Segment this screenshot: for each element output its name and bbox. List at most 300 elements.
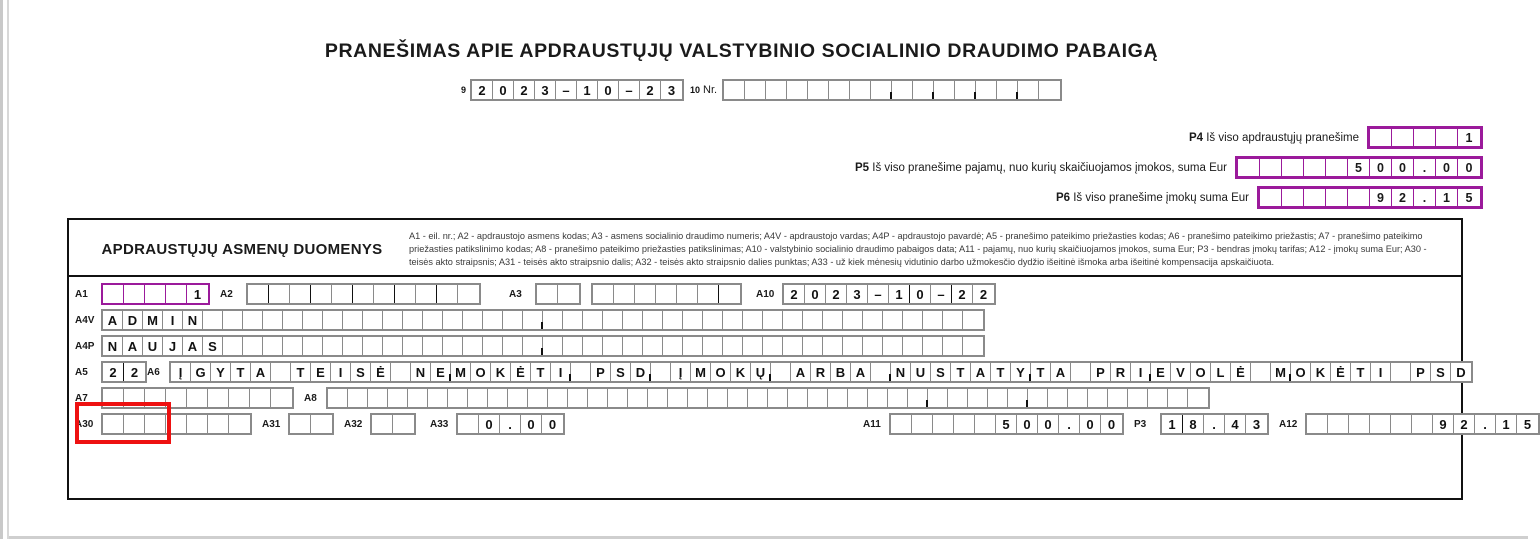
cell[interactable] — [388, 389, 408, 407]
cell[interactable] — [803, 311, 823, 329]
cell[interactable]: D — [123, 311, 143, 329]
field-a3-body[interactable] — [591, 283, 742, 305]
cell[interactable] — [803, 337, 823, 355]
cell[interactable] — [703, 311, 723, 329]
cell[interactable] — [623, 337, 643, 355]
cell[interactable]: T — [291, 363, 311, 381]
cell[interactable] — [1071, 363, 1091, 381]
cell[interactable] — [1128, 389, 1148, 407]
cell[interactable] — [943, 311, 963, 329]
cell[interactable]: M — [1271, 363, 1291, 381]
cell[interactable] — [668, 389, 688, 407]
cell[interactable]: O — [1291, 363, 1311, 381]
cell[interactable] — [1148, 389, 1168, 407]
cell[interactable]: – — [931, 285, 952, 303]
cell[interactable] — [343, 311, 363, 329]
cell[interactable] — [263, 337, 283, 355]
cell[interactable] — [403, 337, 423, 355]
cell[interactable] — [975, 415, 996, 433]
cell[interactable] — [677, 285, 698, 303]
cell[interactable] — [603, 337, 623, 355]
cell[interactable]: T — [231, 363, 251, 381]
cell[interactable]: – — [868, 285, 889, 303]
cell[interactable]: S — [1431, 363, 1451, 381]
cell[interactable]: T — [1351, 363, 1371, 381]
cell[interactable] — [250, 389, 271, 407]
cell[interactable] — [608, 389, 628, 407]
cell[interactable] — [1391, 415, 1412, 433]
cell[interactable] — [583, 337, 603, 355]
cell[interactable] — [423, 337, 443, 355]
cell[interactable] — [903, 311, 923, 329]
cell[interactable]: Ė — [1331, 363, 1351, 381]
cell[interactable] — [124, 285, 145, 303]
cell[interactable]: S — [203, 337, 223, 355]
cell[interactable]: Ų — [751, 363, 771, 381]
cell[interactable]: Ė — [371, 363, 391, 381]
cell[interactable]: 5 — [1465, 190, 1473, 205]
field-a8[interactable] — [326, 387, 1210, 409]
cell[interactable]: 9 — [1433, 415, 1454, 433]
cell[interactable] — [768, 389, 788, 407]
cell[interactable]: V — [1171, 363, 1191, 381]
cell[interactable] — [1260, 189, 1282, 206]
cell[interactable] — [483, 337, 503, 355]
cell[interactable] — [311, 285, 332, 303]
cell[interactable] — [290, 285, 311, 303]
cell[interactable] — [548, 389, 568, 407]
cell[interactable]: U — [911, 363, 931, 381]
cell[interactable]: S — [351, 363, 371, 381]
field-a30[interactable] — [101, 413, 252, 435]
cell[interactable]: A — [791, 363, 811, 381]
field-a12-contribution[interactable] — [1305, 413, 1540, 435]
cell[interactable] — [623, 311, 643, 329]
cell[interactable] — [724, 81, 745, 99]
cell[interactable] — [745, 81, 766, 99]
cell[interactable] — [283, 311, 303, 329]
cell[interactable] — [1328, 415, 1349, 433]
cell[interactable] — [563, 337, 583, 355]
cell[interactable]: 3 — [847, 285, 868, 303]
cell[interactable]: L — [1211, 363, 1231, 381]
summary-field-p5[interactable] — [1235, 156, 1483, 179]
summary-field-p4[interactable] — [1367, 126, 1483, 149]
cell[interactable]: T — [991, 363, 1011, 381]
cell[interactable]: J — [163, 337, 183, 355]
cell[interactable] — [643, 337, 663, 355]
cell[interactable] — [423, 311, 443, 329]
cell[interactable] — [783, 311, 803, 329]
cell[interactable] — [328, 389, 348, 407]
cell[interactable]: R — [1111, 363, 1131, 381]
cell[interactable] — [683, 337, 703, 355]
cell[interactable]: Ė — [1231, 363, 1251, 381]
cell[interactable] — [353, 285, 374, 303]
cell[interactable] — [368, 389, 388, 407]
cell[interactable]: . — [1414, 159, 1436, 176]
cell[interactable] — [823, 311, 843, 329]
cell[interactable] — [1326, 189, 1348, 206]
cell[interactable] — [1436, 129, 1458, 146]
cell[interactable]: D — [1456, 364, 1466, 380]
cell[interactable]: 1 — [193, 286, 202, 302]
cell[interactable]: T — [531, 363, 551, 381]
cell[interactable] — [248, 285, 269, 303]
cell[interactable]: T — [1031, 363, 1051, 381]
cell[interactable] — [943, 337, 963, 355]
cell[interactable] — [1326, 159, 1348, 176]
cell[interactable] — [688, 389, 708, 407]
cell[interactable] — [968, 389, 988, 407]
cell[interactable]: M — [451, 363, 471, 381]
cell[interactable] — [663, 337, 683, 355]
cell[interactable] — [912, 415, 933, 433]
cell[interactable] — [1282, 159, 1304, 176]
cell[interactable]: E — [311, 363, 331, 381]
cell[interactable] — [348, 389, 368, 407]
cell[interactable] — [728, 389, 748, 407]
cell[interactable]: K — [731, 363, 751, 381]
cell[interactable] — [743, 337, 763, 355]
cell[interactable] — [743, 311, 763, 329]
cell[interactable]: 0 — [521, 415, 542, 433]
cell[interactable] — [483, 311, 503, 329]
cell[interactable] — [883, 311, 903, 329]
cell[interactable] — [203, 311, 223, 329]
cell[interactable] — [103, 389, 124, 407]
cell[interactable]: 3 — [535, 81, 556, 99]
cell[interactable]: 0 — [1465, 160, 1473, 175]
cell[interactable]: – — [556, 81, 577, 99]
cell[interactable] — [537, 285, 558, 303]
cell[interactable] — [103, 415, 124, 433]
cell[interactable]: S — [931, 363, 951, 381]
cell[interactable] — [416, 285, 437, 303]
cell[interactable]: R — [811, 363, 831, 381]
cell[interactable] — [1251, 363, 1271, 381]
cell[interactable] — [229, 389, 250, 407]
cell[interactable]: U — [143, 337, 163, 355]
cell[interactable] — [448, 389, 468, 407]
cell[interactable]: A — [1051, 363, 1071, 381]
cell[interactable] — [1370, 129, 1392, 146]
cell[interactable]: 0 — [479, 415, 500, 433]
cell[interactable] — [928, 389, 948, 407]
cell[interactable]: 0 — [1107, 416, 1116, 432]
cell[interactable] — [583, 311, 603, 329]
cell[interactable] — [1349, 415, 1370, 433]
cell[interactable] — [888, 389, 908, 407]
cell[interactable] — [1304, 189, 1326, 206]
cell[interactable] — [271, 389, 292, 407]
cell[interactable] — [843, 311, 863, 329]
cell[interactable] — [187, 389, 208, 407]
cell[interactable] — [997, 81, 1018, 99]
cell[interactable]: 0 — [805, 285, 826, 303]
field-a11-income[interactable] — [889, 413, 1124, 435]
field-a31[interactable] — [288, 413, 334, 435]
cell[interactable]: A — [103, 311, 123, 329]
cell[interactable]: E — [431, 363, 451, 381]
field-a10[interactable] — [782, 283, 996, 305]
cell[interactable]: N — [891, 363, 911, 381]
cell[interactable]: N — [103, 337, 123, 355]
cell[interactable] — [643, 311, 663, 329]
cell[interactable]: Į — [171, 363, 191, 381]
field-a6-reason-text[interactable] — [169, 361, 1473, 383]
cell[interactable] — [290, 415, 311, 433]
cell[interactable]: G — [191, 363, 211, 381]
cell[interactable] — [1048, 389, 1068, 407]
cell[interactable] — [145, 415, 166, 433]
cell[interactable] — [787, 81, 808, 99]
cell[interactable]: . — [500, 415, 521, 433]
cell[interactable] — [635, 285, 656, 303]
cell[interactable] — [891, 415, 912, 433]
cell[interactable] — [1412, 415, 1433, 433]
cell[interactable]: O — [1191, 363, 1211, 381]
cell[interactable]: B — [831, 363, 851, 381]
cell[interactable] — [443, 311, 463, 329]
cell[interactable]: 2 — [784, 285, 805, 303]
cell[interactable] — [187, 415, 208, 433]
cell[interactable] — [391, 363, 411, 381]
cell[interactable] — [166, 285, 187, 303]
field-a5-reason-code[interactable] — [101, 361, 147, 383]
cell[interactable] — [463, 311, 483, 329]
cell[interactable] — [1168, 389, 1188, 407]
cell[interactable]: 1 — [1436, 189, 1458, 206]
cell[interactable] — [393, 415, 414, 433]
cell[interactable] — [871, 363, 891, 381]
cell[interactable] — [923, 337, 943, 355]
cell[interactable] — [1018, 81, 1039, 99]
cell[interactable]: K — [491, 363, 511, 381]
cell[interactable] — [1088, 389, 1108, 407]
cell[interactable]: 2 — [979, 286, 988, 302]
cell[interactable] — [1282, 189, 1304, 206]
cell[interactable] — [948, 389, 968, 407]
cell[interactable]: 2 — [130, 364, 139, 380]
document-number-field[interactable] — [722, 79, 1062, 101]
cell[interactable] — [848, 389, 868, 407]
cell[interactable] — [1238, 159, 1260, 176]
cell[interactable] — [843, 337, 863, 355]
cell[interactable] — [363, 311, 383, 329]
cell[interactable]: 1 — [1465, 130, 1473, 145]
cell[interactable] — [1260, 159, 1282, 176]
cell[interactable] — [863, 311, 883, 329]
cell[interactable]: A — [971, 363, 991, 381]
cell[interactable] — [703, 337, 723, 355]
cell[interactable] — [243, 311, 263, 329]
cell[interactable] — [571, 363, 591, 381]
field-a7[interactable] — [101, 387, 294, 409]
cell[interactable]: 0 — [1080, 415, 1101, 433]
cell[interactable] — [208, 415, 229, 433]
field-p3-rate[interactable] — [1160, 413, 1269, 435]
cell[interactable]: M — [691, 363, 711, 381]
cell[interactable]: M — [143, 311, 163, 329]
cell[interactable] — [303, 311, 323, 329]
cell[interactable]: P — [591, 363, 611, 381]
cell[interactable]: . — [1414, 189, 1436, 206]
cell[interactable]: A — [123, 337, 143, 355]
cell[interactable]: 8 — [1183, 415, 1204, 433]
cell[interactable] — [698, 285, 719, 303]
cell[interactable] — [1039, 81, 1060, 99]
cell[interactable]: 0 — [1038, 415, 1059, 433]
cell[interactable] — [145, 285, 166, 303]
cell[interactable]: 5 — [996, 415, 1017, 433]
cell[interactable] — [823, 337, 843, 355]
cell[interactable]: I — [331, 363, 351, 381]
cell[interactable] — [850, 81, 871, 99]
cell[interactable] — [468, 389, 488, 407]
cell[interactable] — [124, 415, 145, 433]
cell[interactable] — [663, 311, 683, 329]
cell[interactable] — [363, 337, 383, 355]
cell[interactable] — [648, 389, 668, 407]
cell[interactable] — [323, 311, 343, 329]
cell[interactable]: S — [611, 363, 631, 381]
cell[interactable]: 0 — [493, 81, 514, 99]
cell[interactable]: . — [1204, 415, 1225, 433]
cell[interactable] — [269, 285, 290, 303]
cell[interactable]: 4 — [1225, 415, 1246, 433]
cell[interactable]: 1 — [1162, 415, 1183, 433]
cell[interactable]: A — [183, 337, 203, 355]
cell[interactable]: D — [631, 363, 651, 381]
cell[interactable]: I — [163, 311, 183, 329]
cell[interactable] — [343, 337, 363, 355]
cell[interactable] — [683, 311, 703, 329]
cell[interactable] — [763, 337, 783, 355]
cell[interactable] — [503, 311, 523, 329]
cell[interactable]: P — [1411, 363, 1431, 381]
cell[interactable] — [923, 311, 943, 329]
cell[interactable] — [908, 389, 928, 407]
cell[interactable] — [1068, 389, 1088, 407]
cell[interactable]: 0 — [1436, 159, 1458, 176]
cell[interactable] — [503, 337, 523, 355]
field-a32[interactable] — [370, 413, 416, 435]
cell[interactable] — [458, 415, 479, 433]
cell[interactable] — [323, 337, 343, 355]
cell[interactable] — [783, 337, 803, 355]
cell[interactable] — [243, 337, 263, 355]
cell[interactable] — [166, 415, 187, 433]
cell[interactable] — [883, 337, 903, 355]
cell[interactable]: 2 — [952, 285, 973, 303]
cell[interactable]: O — [711, 363, 731, 381]
cell[interactable]: . — [1059, 415, 1080, 433]
cell[interactable] — [1370, 415, 1391, 433]
cell[interactable] — [651, 363, 671, 381]
cell[interactable] — [788, 389, 808, 407]
cell[interactable] — [954, 415, 975, 433]
cell[interactable] — [223, 337, 243, 355]
cell[interactable] — [766, 81, 787, 99]
cell[interactable]: A — [251, 363, 271, 381]
cell[interactable]: 2 — [1392, 189, 1414, 206]
cell[interactable]: E — [1151, 363, 1171, 381]
cell[interactable] — [868, 389, 888, 407]
field-a3-prefix[interactable] — [535, 283, 581, 305]
cell[interactable]: 0 — [548, 416, 557, 432]
cell[interactable]: O — [471, 363, 491, 381]
cell[interactable] — [808, 81, 829, 99]
cell[interactable]: 5 — [1348, 159, 1370, 176]
cell[interactable] — [563, 311, 583, 329]
cell[interactable] — [903, 337, 923, 355]
cell[interactable]: 3 — [1252, 416, 1261, 432]
cell[interactable] — [458, 285, 479, 303]
cell[interactable] — [408, 389, 428, 407]
cell[interactable] — [933, 415, 954, 433]
cell[interactable] — [437, 285, 458, 303]
cell[interactable] — [763, 311, 783, 329]
cell[interactable] — [1392, 129, 1414, 146]
cell[interactable] — [955, 81, 976, 99]
cell[interactable] — [145, 389, 166, 407]
cell[interactable] — [588, 389, 608, 407]
cell[interactable] — [124, 389, 145, 407]
cell[interactable] — [719, 285, 740, 303]
cell[interactable] — [1188, 389, 1208, 407]
cell[interactable]: N — [411, 363, 431, 381]
cell[interactable]: 2 — [472, 81, 493, 99]
cell[interactable] — [303, 337, 323, 355]
cell[interactable]: T — [951, 363, 971, 381]
cell[interactable]: A — [851, 363, 871, 381]
cell[interactable] — [603, 311, 623, 329]
cell[interactable]: I — [1371, 363, 1391, 381]
summary-field-p6[interactable] — [1257, 186, 1483, 209]
cell[interactable] — [934, 81, 955, 99]
cell[interactable] — [229, 415, 250, 433]
cell[interactable] — [283, 337, 303, 355]
cell[interactable] — [403, 311, 423, 329]
cell[interactable]: 5 — [1523, 416, 1532, 432]
field-a4v-first-name[interactable] — [101, 309, 985, 331]
field-a4p-last-name[interactable] — [101, 335, 985, 357]
cell[interactable] — [988, 389, 1008, 407]
cell[interactable] — [372, 415, 393, 433]
cell[interactable] — [508, 389, 528, 407]
cell[interactable] — [808, 389, 828, 407]
cell[interactable] — [383, 337, 403, 355]
cell[interactable]: 9 — [1370, 189, 1392, 206]
cell[interactable]: 1 — [577, 81, 598, 99]
cell[interactable] — [558, 285, 579, 303]
cell[interactable] — [263, 311, 283, 329]
cell[interactable] — [708, 389, 728, 407]
cell[interactable]: 2 — [826, 285, 847, 303]
document-date-field[interactable] — [470, 79, 684, 101]
cell[interactable] — [1008, 389, 1028, 407]
cell[interactable] — [628, 389, 648, 407]
cell[interactable] — [271, 363, 291, 381]
cell[interactable]: Ė — [511, 363, 531, 381]
field-a2[interactable] — [246, 283, 481, 305]
cell[interactable] — [963, 337, 983, 355]
cell[interactable]: I — [1131, 363, 1151, 381]
cell[interactable] — [771, 363, 791, 381]
cell[interactable] — [913, 81, 934, 99]
cell[interactable] — [332, 285, 353, 303]
